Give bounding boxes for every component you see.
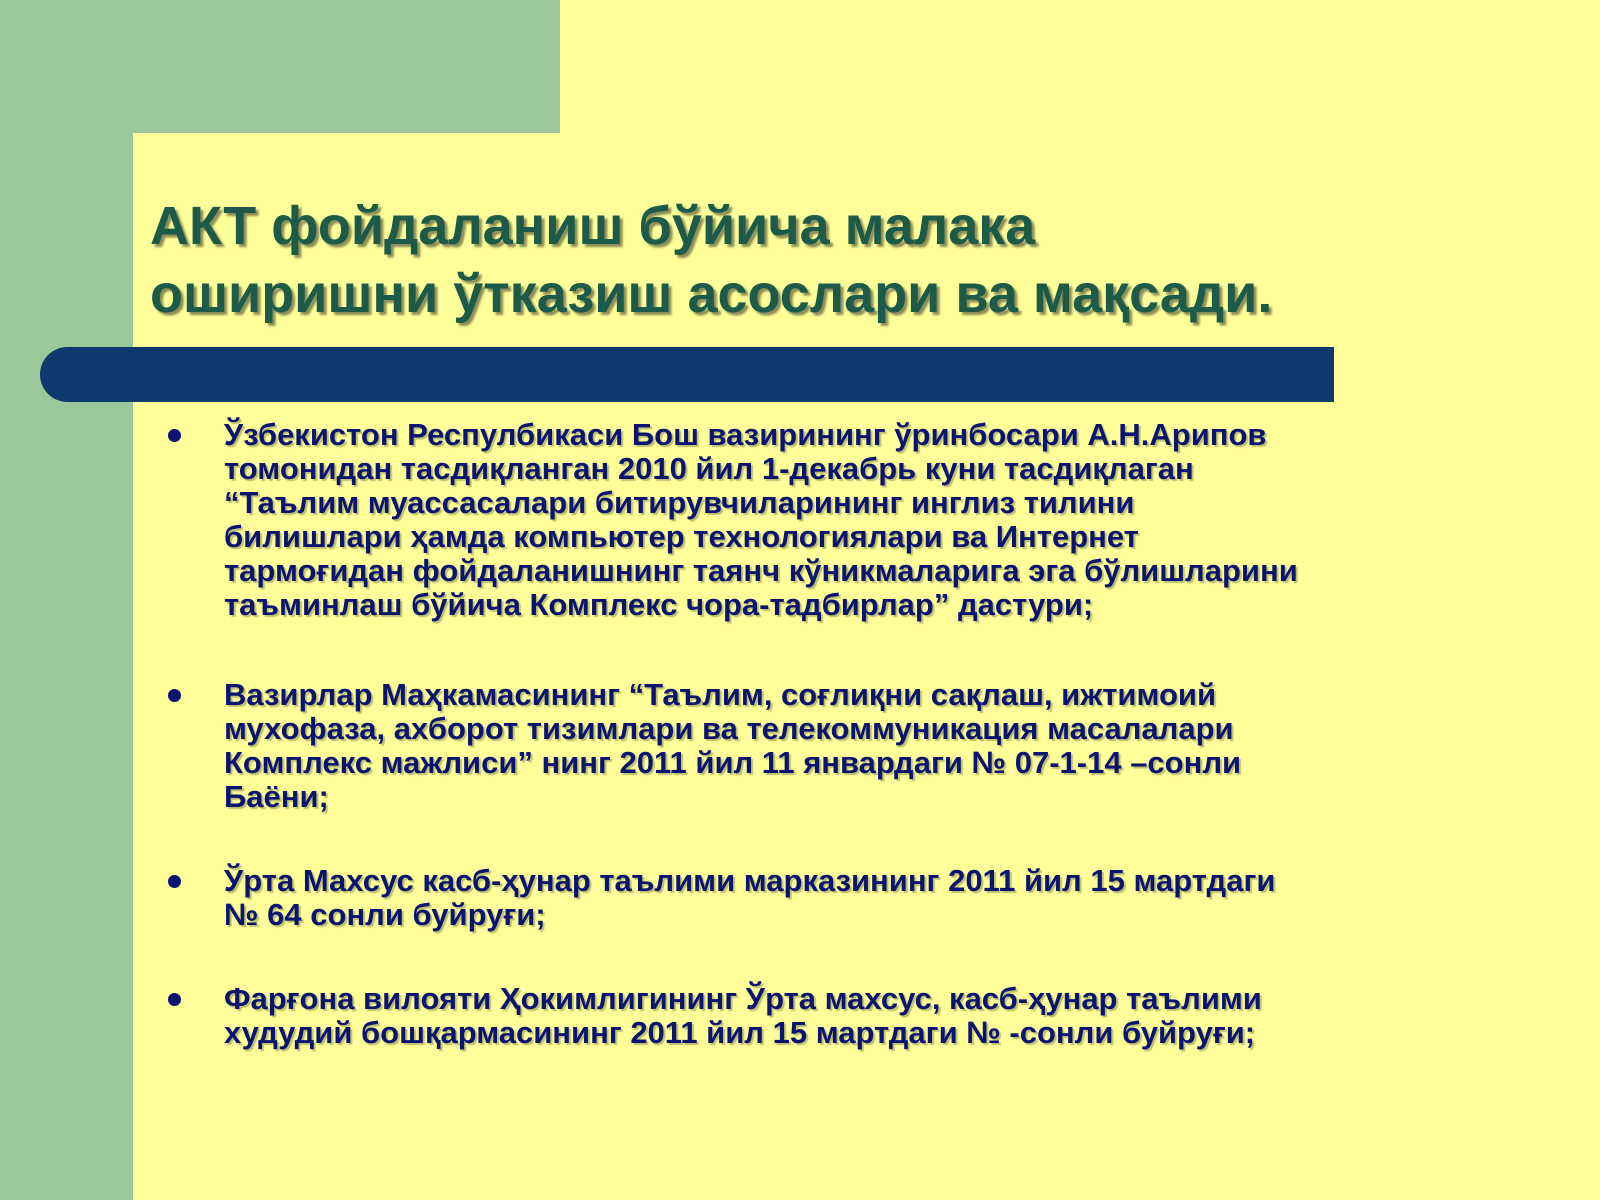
bullet-line: № 64 сонли буйруғи; bbox=[224, 897, 546, 932]
bullet-line: худудий бошқармасининг 2011 йил 15 мартдаги № -сонли буйруғи; bbox=[224, 1015, 1256, 1050]
bullet-dot-icon bbox=[168, 429, 181, 442]
bullet-line: “Таълим муассасалари битирувчиларининг инглиз тилини bbox=[224, 485, 1135, 520]
bullet-line: тармоғидан фойдаланишнинг таянч кўникмаларига эга бўлишларини bbox=[224, 553, 1298, 588]
bullet-item bbox=[160, 678, 1460, 814]
bullet-line: таъминлаш бўйича Комплекс чора-тадбирлар” дастури; bbox=[224, 587, 1094, 622]
bullet-line: Ўзбекистон Респулбикаси Бош вазирининг ўринбосари А.Н.Арипов bbox=[224, 417, 1267, 452]
bullet-dot-icon bbox=[168, 875, 181, 888]
bullet-list bbox=[160, 418, 1460, 1050]
green-top-block bbox=[0, 0, 560, 133]
bullet-line: Комплекс мажлиси” нинг 2011 йил 11 январдаги № 07-1-14 –сонли bbox=[224, 745, 1242, 780]
bullet-text bbox=[224, 678, 1460, 814]
bullet-line: Вазирлар Маҳкамасининг “Таълим, соғлиқни сақлаш, ижтимоий bbox=[224, 677, 1217, 712]
bullet-text bbox=[224, 982, 1460, 1050]
bullet-dot-icon bbox=[168, 993, 181, 1006]
bullet-line: томонидан тасдиқланган 2010 йил 1-декабрь куни тасдиқлаган bbox=[224, 451, 1194, 486]
bullet-line: Баёни; bbox=[224, 779, 329, 814]
title-divider-bar bbox=[40, 347, 1334, 402]
title-line: оширишни ўтказиш асослари ва мақсади. bbox=[150, 264, 1273, 324]
bullet-line: билишлари ҳамда компьютер технологиялари ва Интернет bbox=[224, 519, 1139, 554]
bullet-line: мухофаза, ахборот тизимлари ва телекоммуникация масалалари bbox=[224, 711, 1234, 746]
bullet-item bbox=[160, 418, 1460, 622]
bullet-line: Фарғона вилояти Ҳокимлигининг Ўрта махсус, касб-ҳунар таълими bbox=[224, 981, 1262, 1016]
bullet-dot-icon bbox=[168, 689, 181, 702]
slide-title bbox=[150, 192, 1550, 328]
bullet-text bbox=[224, 418, 1460, 622]
bullet-text bbox=[224, 864, 1460, 932]
title-line: АКТ фойдаланиш бўйича малака bbox=[150, 196, 1036, 256]
bullet-item bbox=[160, 864, 1460, 932]
green-side-band bbox=[0, 0, 133, 1200]
bullet-item bbox=[160, 982, 1460, 1050]
bullet-line: Ўрта Махсус касб-ҳунар таълими марказининг 2011 йил 15 мартдаги bbox=[224, 863, 1276, 898]
